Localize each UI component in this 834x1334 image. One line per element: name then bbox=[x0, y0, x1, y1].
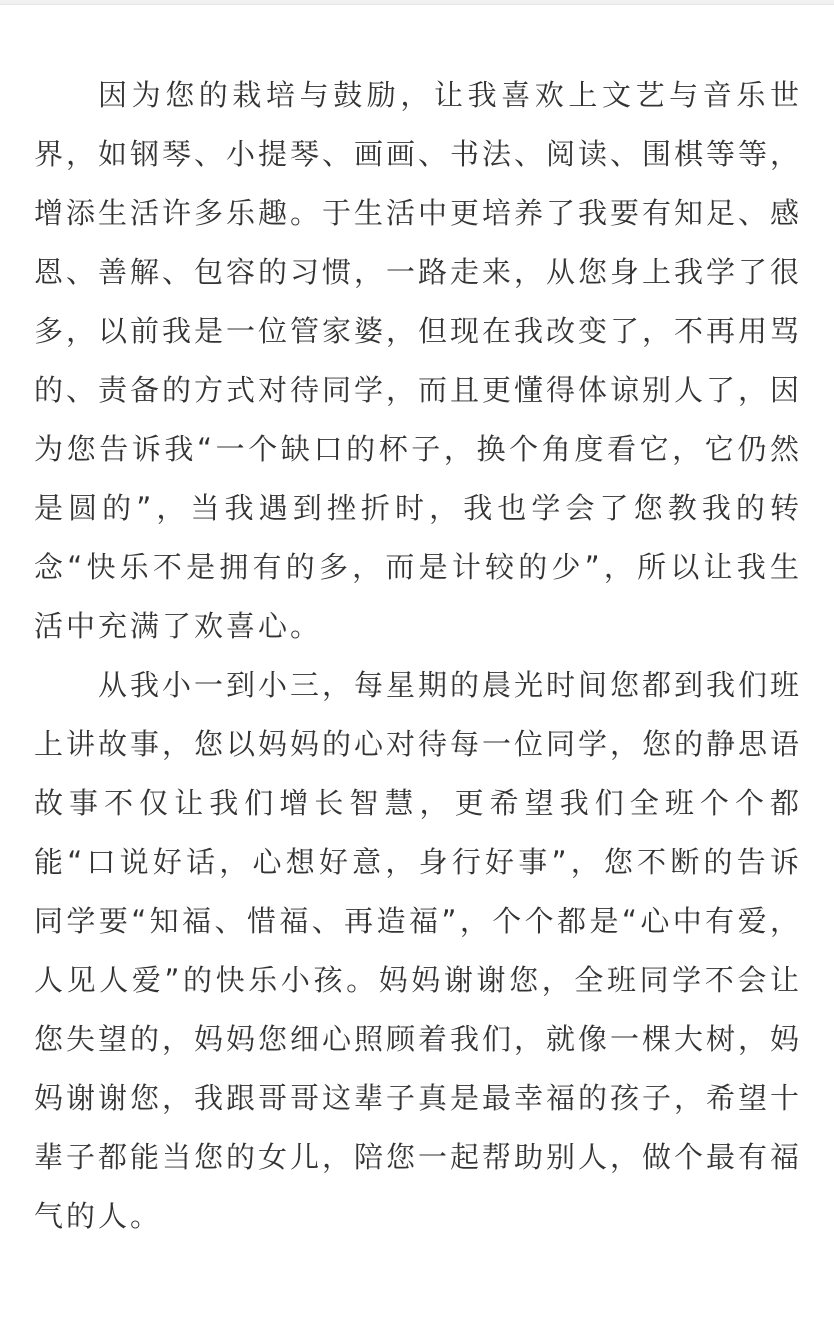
article-body bbox=[34, 66, 802, 1246]
top-divider bbox=[0, 0, 834, 5]
paragraph-1: 因为您的栽培与鼓励，让我喜欢上文艺与音乐世界，如钢琴、小提琴、画画、书法、阅读、围棋等等，增添生活许多乐趣。于生活中更培养了我要有知足、感恩、善解、包容的习惯，一路走来，从您身上我学了很多，以前我是一位管家婆，但现在我改变了，不再用骂的、责备的方式对待同学，而且更懂得体谅别人了，因为您告诉我“一个缺口的杯子，换个角度看它，它仍然是圆的”，当我遇到挫折时，我也学会了您教我的转念“快乐不是拥有的多，而是计较的少”，所以让我生活中充满了欢喜心。 bbox=[34, 78, 803, 643]
paragraph-2: 从我小一到小三，每星期的晨光时间您都到我们班上讲故事，您以妈妈的心对待每一位同学，您的静思语故事不仅让我们增长智慧，更希望我们全班个个都能“口说好话，心想好意，身行好事”，您不断的告诉同学要“知福、惜福、再造福”，个个都是“心中有爱，人见人爱”的快乐小孩。妈妈谢谢您，全班同学不会让您失望的，妈妈您细心照顾着我们，就像一棵大树，妈妈谢谢您，我跟哥哥这辈子真是最幸福的孩子，希望十辈子都能当您的女儿，陪您一起帮助别人，做个最有福气的人。 bbox=[34, 668, 803, 1233]
